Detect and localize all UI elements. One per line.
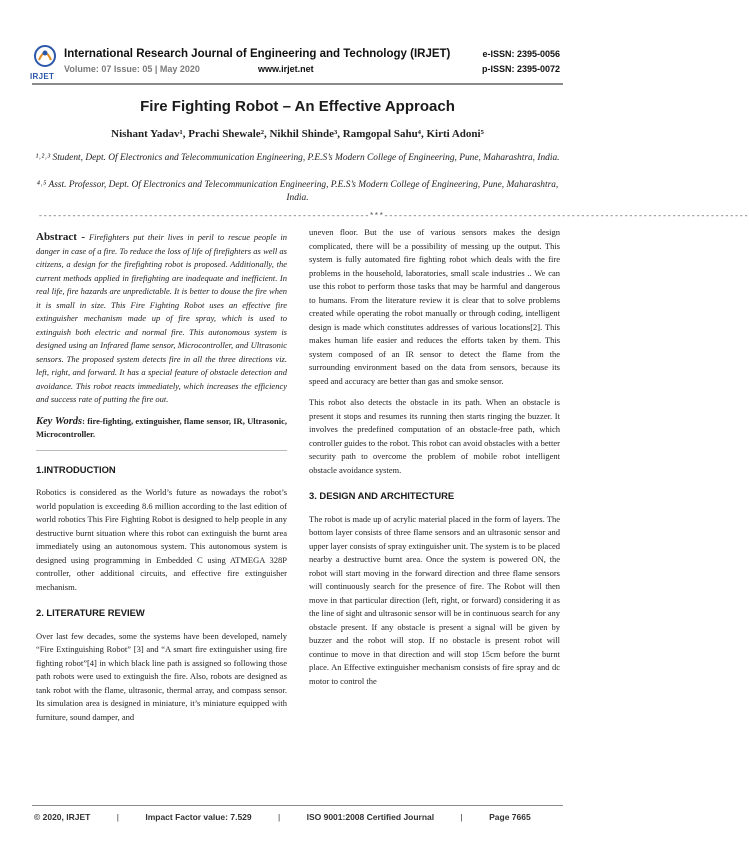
literature-review-heading: 2. LITERATURE REVIEW	[36, 607, 145, 618]
journal-website[interactable]: www.irjet.net	[258, 64, 314, 74]
design-architecture-heading: 3. DESIGN AND ARCHITECTURE	[309, 490, 455, 501]
abstract	[36, 231, 287, 407]
keywords-label: Key Words	[36, 415, 83, 427]
section-separator: ---------------------------------------------------------------------***----------------------------------------------------------------------------	[38, 212, 749, 221]
literature-review-continued: uneven floor. But the use of various sensors makes the design complicated, there will be a possibility of messing up the output. This system is fully automated fire fighting robot which deals with the fire problems in the household, laboratories, small scale industries .. We can use this robot to perform those tasks that may be harmful and dangerous to humans. From the literature review it is clear that to solve problems created while operating the robot manually or through coding, intelligent design is made which constitutes addresses of various locations[2]. This makes human life easier and reduces the efforts taken by them. This system composed of an IR sensor to detect the flame from the surrounding environment based on the data from sensors, because its speed and accuracy are better than gas and smoke sensor.	[309, 227, 560, 386]
affiliation-professors: ⁴˒⁵ Asst. Professor, Dept. Of Electronics and Telecommunication Engineering, P.E.S’s Modern College of Engineering, Pune, Maharashtra, India.	[36, 180, 559, 203]
e-issn: e-ISSN: 2395-0056	[482, 49, 560, 59]
introduction-text: Robotics is considered as the World’s future as nowadays the robot’s world population is exceeding 8.6 million according to the last edition of world robotics This Fire Fighting Robot is designed to help people in any destructive burnt situation where this robot can extinguish the burnt area immediately using an autonomous system. This autonomous system is designed using programming in Embedded C using ATMEGA 328P controller, other additional circuits, and effective fire extinguisher mechanism.	[36, 487, 287, 592]
volume-issue: Volume: 07 Issue: 05 | May 2020	[64, 64, 200, 74]
header-divider	[32, 83, 563, 85]
irjet-logo	[33, 44, 57, 70]
left-column	[36, 231, 287, 732]
literature-review-text: Over last few decades, some the systems have been developed, namely “Fire Extinguishing Robot” [3] and “A smart fire extinguisher using fire fighting robot”[4] in which black line path is assigned so following those path robots were used to extinguish the fire. Also, robots are designed as tank robot with the flame, ultrasonic, thermal array, and compass sensor. Its simulation area is designed in miniature, it’s miniature equipped with furniture, sound damper, and	[36, 630, 287, 722]
footer-impact-factor: Impact Factor value: 7.529	[145, 812, 252, 822]
footer-iso: ISO 9001:2008 Certified Journal	[306, 812, 435, 822]
journal-title: International Research Journal of Engineering and Technology (IRJET)	[64, 48, 451, 60]
right-column	[309, 226, 560, 696]
p-issn: p-ISSN: 2395-0072	[481, 64, 560, 74]
affiliation-students: ¹˒²˒³ Student, Dept. Of Electronics and Telecommunication Engineering, P.E.S’s Modern College of Engineering, Pune, Maharashtra, India.	[35, 153, 560, 163]
abstract-divider	[36, 450, 287, 451]
logo-text: IRJET	[30, 72, 55, 81]
keywords	[36, 415, 287, 442]
author-list: Nishant Yadav¹, Prachi Shewale², Nikhil Shinde³, Ramgopal Sahu⁴, Kirti Adoni⁵	[111, 128, 484, 140]
footer-separator: |	[278, 812, 281, 822]
abstract-text: Firefighters put their lives in peril to rescue people in danger in case of a fire. To reduce the loss of life of firefighters as well as citizens, a design for the firefighting robot is proposed. Additionally, the current methods applied in firefighting are inadequate and inefficient. In real life, fire hazards are unpredictable. It is better to douse the fire when it is small in size. This Fire Fighting Robot uses an effective fire extinguisher mechanism made up of fire spray, which is used to extinguish both electric and normal fire. This autonomous system is designed using an Infrared flame sensor, Microcontroller, and Ultrasonic sensors. The proposed system detects fire in all the three directions viz. left, right, and forward. It has a special feature of obstacle detection and avoidance. This robot reacts immediately, which increases the efficiency and success rate of putting the fire out.	[36, 232, 287, 404]
design-architecture-text: The robot is made up of acrylic material placed in the form of layers. The bottom layer consists of three flame sensors and an ultrasonic sensor and upper layer consists of spray extinguisher unit. The system is to be placed nearby a destructive burnt area. Once the system is powered ON, the robot will start moving in the forward direction and three flame sensors will continuously search for the presence of fire. The Robot will then move in that particular direction (left, right, or forward) considering it as the line of sight and ultrasonic sensor will be in continuous search for any obstacle present. If any obstacle is present a signal will be given by buzzer and the robot will stop. If no obstacle is present robot will continue to move in that direction and will stop 15cm before the burnt place. An Effective extinguisher mechanism consists of fire spray and dc motor to control the	[309, 513, 560, 686]
footer-separator: |	[116, 812, 119, 822]
paper-title: Fire Fighting Robot – An Effective Approach	[140, 98, 455, 115]
footer-divider	[32, 805, 563, 806]
keywords-text: : fire-fighting, extinguisher, flame sensor, IR, Ultrasonic, Microcontroller.	[36, 415, 287, 439]
footer-copyright: © 2020, IRJET	[34, 812, 91, 822]
obstacle-detection-paragraph: This robot also detects the obstacle in its path. When an obstacle is present it stops and resumes its running then starts ringing the buzzer. It involves the predefined computation of an obstacle-free path, which controller guides to the robot. This robot can avoid obstacles with a better security path to overcome the problem of mobile robot intelligent obstacle avoidance system.	[309, 397, 560, 475]
footer-page-number: Page 7665	[489, 812, 531, 822]
footer-separator: |	[460, 812, 463, 822]
abstract-label: Abstract -	[36, 231, 86, 243]
introduction-heading: 1.INTRODUCTION	[36, 463, 116, 475]
page-footer	[34, 812, 531, 822]
